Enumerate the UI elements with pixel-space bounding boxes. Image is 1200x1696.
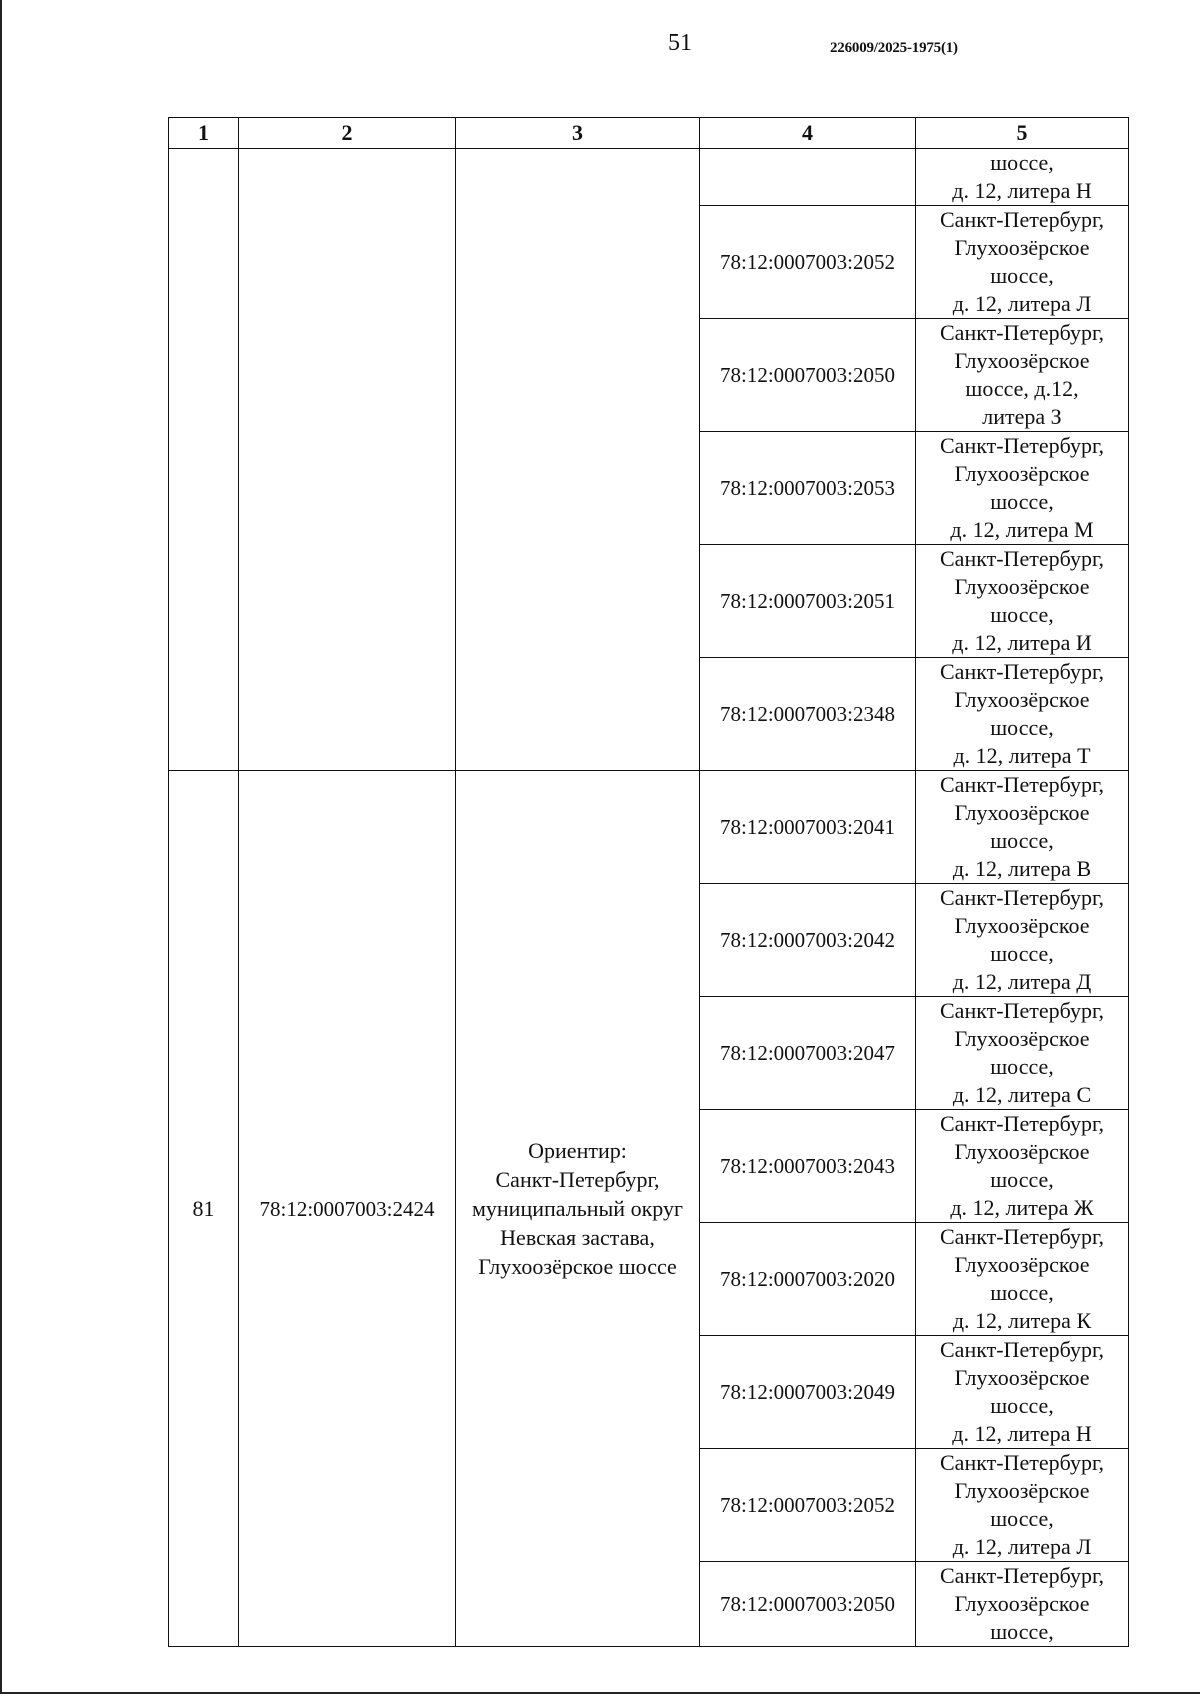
address-line: Санкт-Петербург, (940, 1450, 1104, 1475)
cadastral-number-cell: 78:12:0007003:2052 (700, 206, 916, 319)
address-line: шоссе, (990, 602, 1054, 627)
address-line: литера З (982, 404, 1062, 429)
address-line: Санкт-Петербург, (940, 433, 1104, 458)
address-line: шоссе, (990, 489, 1054, 514)
address-line: д. 12, литера Т (953, 743, 1091, 768)
address-cell (916, 1562, 1129, 1647)
entry-number-cell (169, 149, 239, 771)
address-line: Санкт-Петербург, (940, 1563, 1104, 1588)
address-line: Санкт-Петербург, (940, 320, 1104, 345)
cadastral-number-cell: 78:12:0007003:2047 (700, 997, 916, 1110)
document-code: 226009/2025-1975(1) (830, 40, 958, 56)
address-line: д. 12, литера Д (952, 969, 1092, 994)
address-line: Глухоозёрское (954, 348, 1090, 373)
address-line: шоссе, (990, 263, 1054, 288)
landmark-cell (456, 771, 700, 1647)
address-line: Глухоозёрское (954, 1252, 1090, 1277)
entry-number-cell: 81 (169, 771, 239, 1647)
landmark-line: Ориентир: (528, 1138, 627, 1163)
address-line: Глухоозёрское (954, 235, 1090, 260)
landmark-cell (456, 149, 700, 771)
address-line: шоссе, (990, 715, 1054, 740)
address-line: д. 12, литера Н (952, 1421, 1092, 1446)
address-line: шоссе, (990, 828, 1054, 853)
table-row (169, 771, 1129, 884)
address-cell (916, 1223, 1129, 1336)
address-line: Глухоозёрское (954, 1365, 1090, 1390)
address-line: шоссе, (990, 1280, 1054, 1305)
address-line: Глухоозёрское (954, 1591, 1090, 1616)
cadastral-number-cell: 78:12:0007003:2049 (700, 1336, 916, 1449)
cadastral-number-cell: 78:12:0007003:2041 (700, 771, 916, 884)
address-cell (916, 884, 1129, 997)
landmark-line: Глухоозёрское шоссе (478, 1254, 677, 1279)
address-line: шоссе, д.12, (965, 376, 1079, 401)
address-line: Глухоозёрское (954, 461, 1090, 486)
table-body (169, 118, 1129, 1647)
cadastral-number-cell: 78:12:0007003:2052 (700, 1449, 916, 1562)
landmark-line: муниципальный округ (471, 1196, 683, 1221)
cadastral-number-cell: 78:12:0007003:2042 (700, 884, 916, 997)
column-header: 4 (700, 118, 916, 149)
address-line: Глухоозёрское (954, 1139, 1090, 1164)
cadastral-table (168, 117, 1129, 1647)
cadastral-number-cell: 78:12:0007003:2020 (700, 1223, 916, 1336)
cadastral-number-cell: 78:12:0007003:2051 (700, 545, 916, 658)
address-cell (916, 545, 1129, 658)
address-line: д. 12, литера Ж (950, 1195, 1094, 1220)
address-line: Глухоозёрское (954, 800, 1090, 825)
address-line: д. 12, литера Л (952, 291, 1092, 316)
address-line: д. 12, литера С (952, 1082, 1092, 1107)
page-number: 51 (668, 30, 692, 56)
address-cell (916, 658, 1129, 771)
address-cell (916, 319, 1129, 432)
landmark-line: Санкт-Петербург, (495, 1167, 660, 1192)
address-line: шоссе, (990, 150, 1054, 175)
address-cell (916, 1110, 1129, 1223)
column-header: 5 (916, 118, 1129, 149)
cadastral-number-cell: 78:12:0007003:2053 (700, 432, 916, 545)
entry-cadastral-cell (239, 149, 456, 771)
address-line: д. 12, литера В (952, 856, 1092, 881)
address-cell (916, 997, 1129, 1110)
address-line: шоссе, (990, 941, 1054, 966)
address-line: д. 12, литера И (952, 630, 1092, 655)
table-row (169, 149, 1129, 206)
address-line: д. 12, литера К (952, 1308, 1092, 1333)
column-header: 3 (456, 118, 700, 149)
address-cell (916, 771, 1129, 884)
address-line: Санкт-Петербург, (940, 207, 1104, 232)
address-line: Санкт-Петербург, (940, 659, 1104, 684)
address-line: шоссе, (990, 1167, 1054, 1192)
landmark-line: Невская застава, (500, 1225, 655, 1250)
address-line: д. 12, литера Н (952, 178, 1092, 203)
address-cell (916, 149, 1129, 206)
cadastral-number-cell (700, 149, 916, 206)
address-line: Санкт-Петербург, (940, 1224, 1104, 1249)
address-line: Санкт-Петербург, (940, 998, 1104, 1023)
address-line: шоссе, (990, 1393, 1054, 1418)
column-header: 1 (169, 118, 239, 149)
column-header: 2 (239, 118, 456, 149)
address-cell (916, 432, 1129, 545)
address-line: Санкт-Петербург, (940, 1111, 1104, 1136)
address-cell (916, 1449, 1129, 1562)
entry-cadastral-cell: 78:12:0007003:2424 (239, 771, 456, 1647)
address-line: Глухоозёрское (954, 1026, 1090, 1051)
address-line: д. 12, литера Л (952, 1534, 1092, 1559)
address-line: Глухоозёрское (954, 1478, 1090, 1503)
address-line: Глухоозёрское (954, 687, 1090, 712)
cadastral-number-cell: 78:12:0007003:2043 (700, 1110, 916, 1223)
address-line: Глухоозёрское (954, 574, 1090, 599)
address-line: Санкт-Петербург, (940, 885, 1104, 910)
address-cell (916, 206, 1129, 319)
address-cell (916, 1336, 1129, 1449)
address-line: Санкт-Петербург, (940, 772, 1104, 797)
address-line: Санкт-Петербург, (940, 546, 1104, 571)
address-line: д. 12, литера М (950, 517, 1094, 542)
cadastral-number-cell: 78:12:0007003:2050 (700, 319, 916, 432)
address-line: Санкт-Петербург, (940, 1337, 1104, 1362)
cadastral-number-cell: 78:12:0007003:2050 (700, 1562, 916, 1647)
address-line: шоссе, (990, 1054, 1054, 1079)
address-line: Глухоозёрское (954, 913, 1090, 938)
address-line: шоссе, (990, 1619, 1054, 1644)
address-line: шоссе, (990, 1506, 1054, 1531)
table-header-row (169, 118, 1129, 149)
cadastral-number-cell: 78:12:0007003:2348 (700, 658, 916, 771)
